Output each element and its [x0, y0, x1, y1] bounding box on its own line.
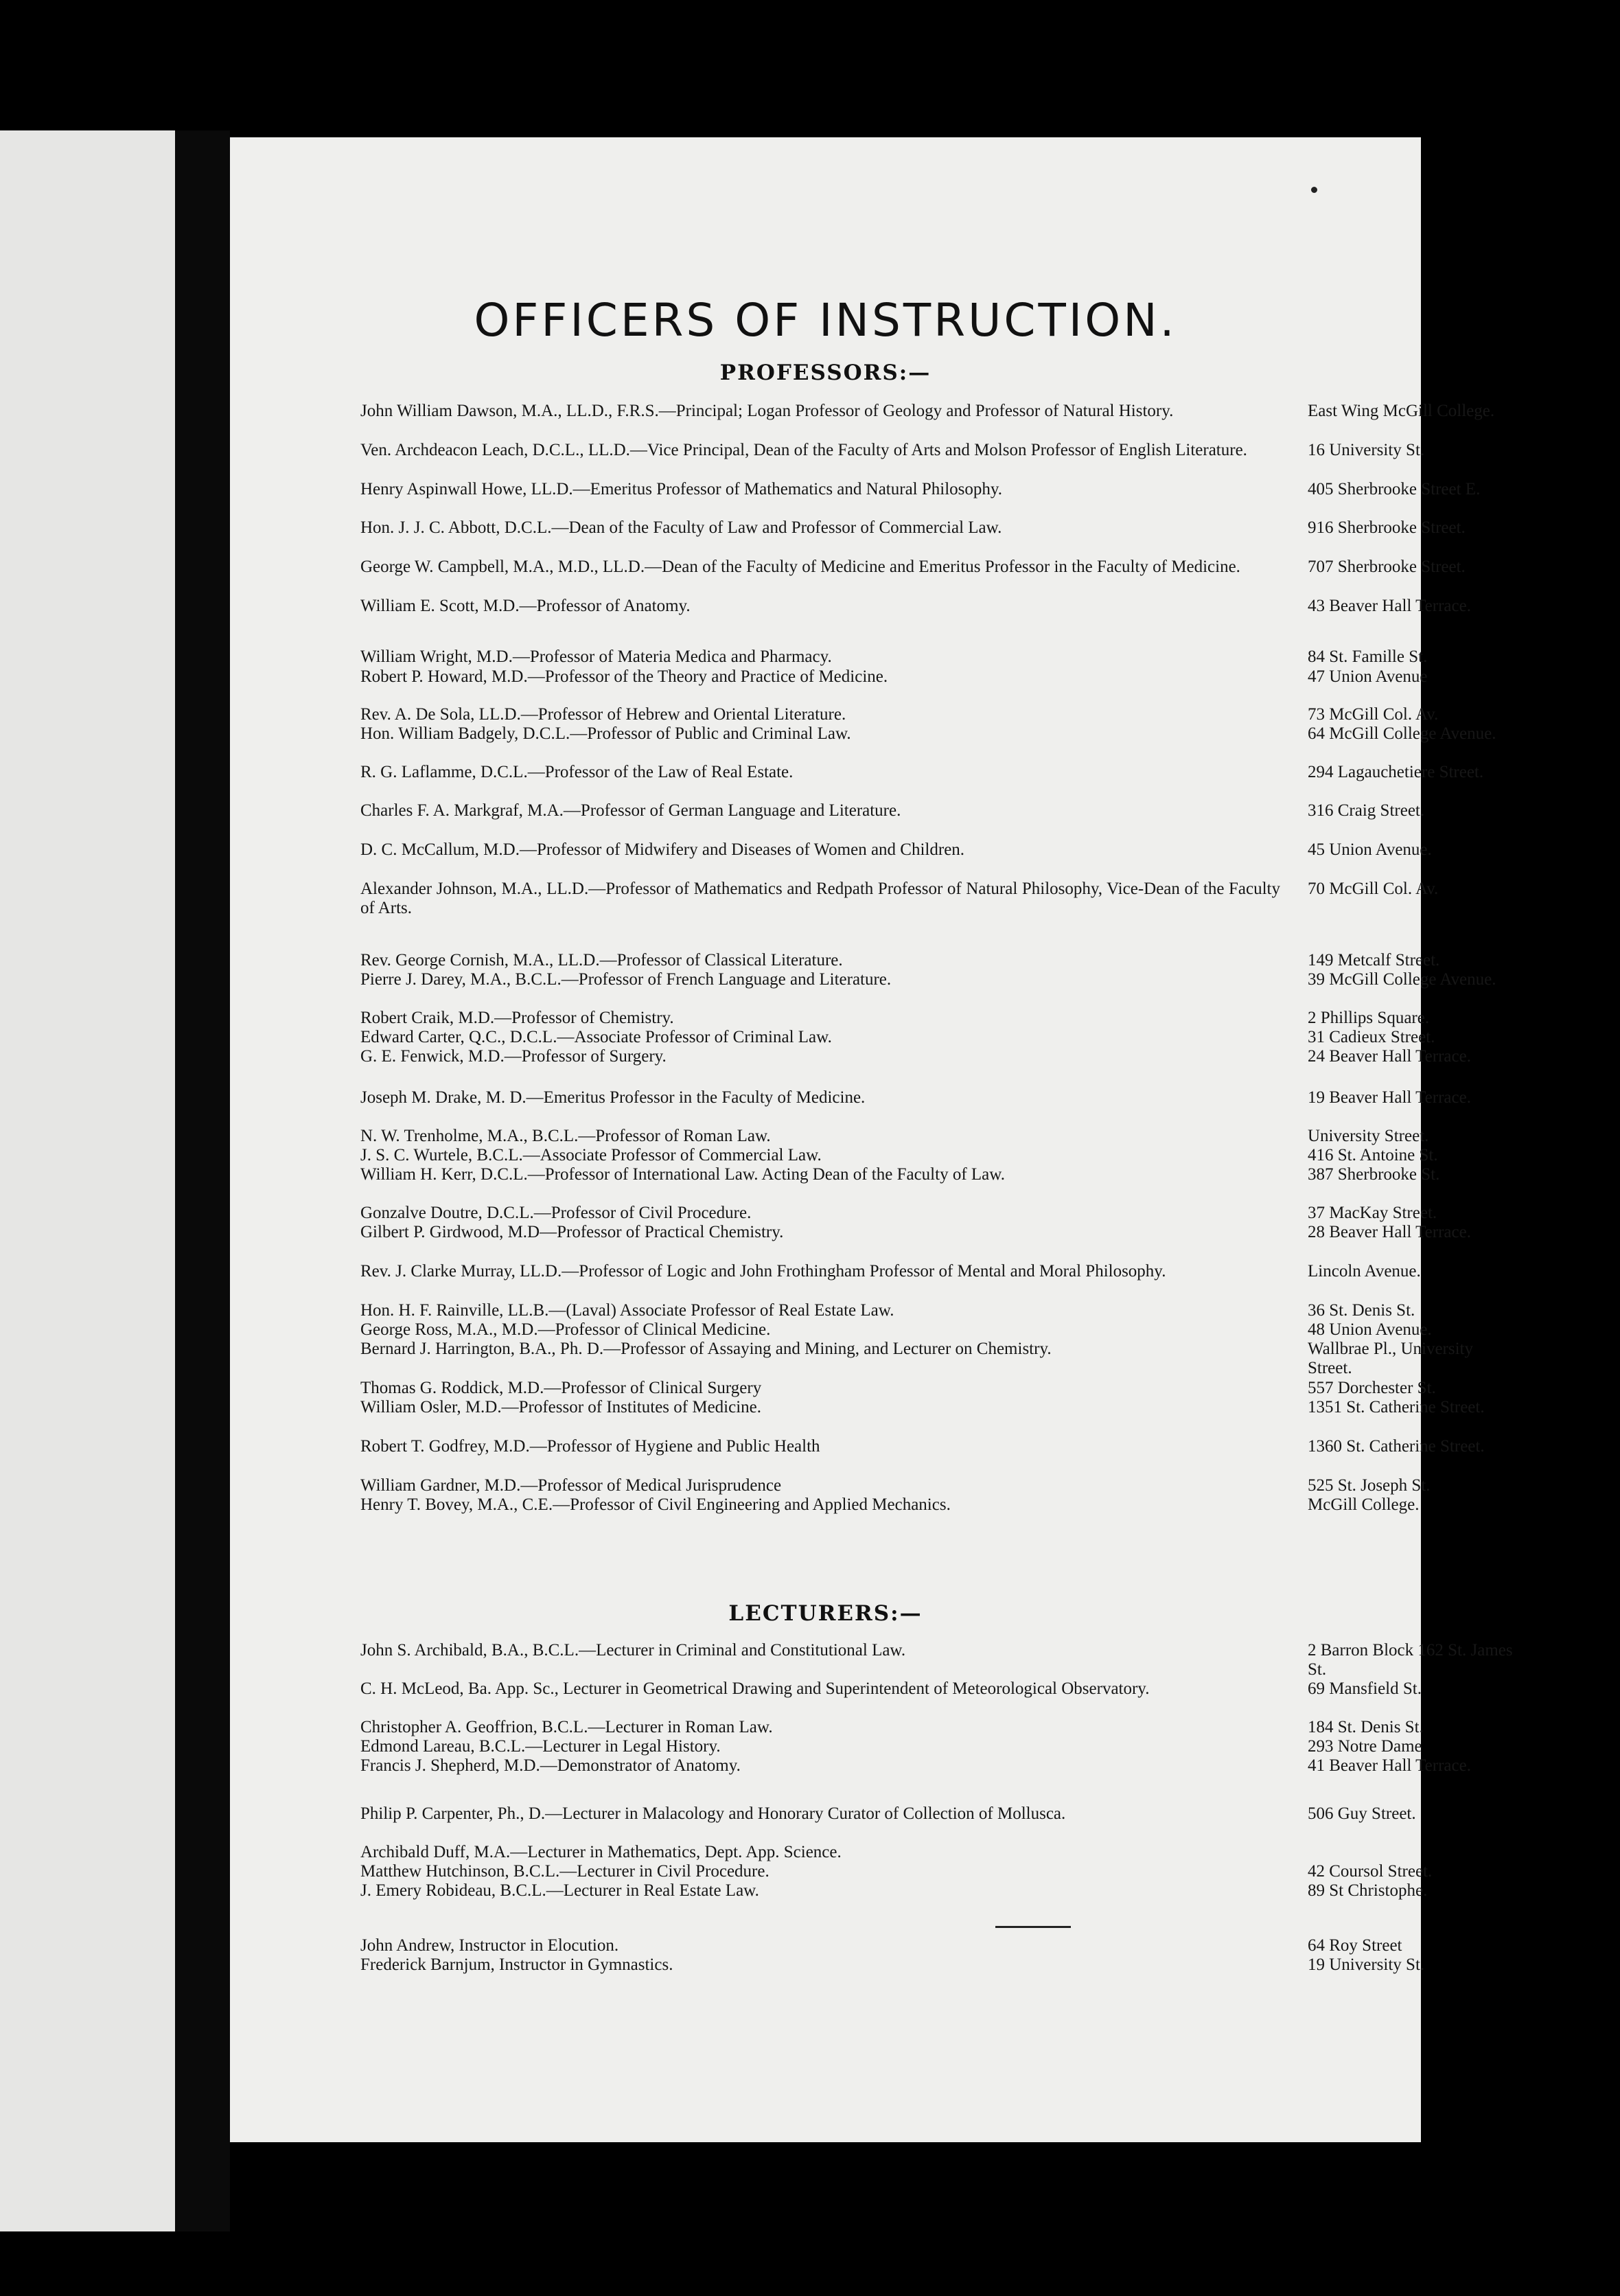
entry-address: 416 St. Antoine St.: [1308, 1146, 1438, 1164]
entry-address: 73 McGill Col. Av.: [1308, 705, 1439, 724]
entry-address: Lincoln Avenue.: [1308, 1262, 1421, 1281]
entry-address: University Street.: [1308, 1127, 1429, 1145]
professors-heading: PROFESSORS:—: [719, 360, 931, 385]
entry-address: 64 McGill College Avenue.: [1308, 724, 1496, 743]
entry-address: 70 McGill Col. Av.: [1308, 880, 1439, 898]
entry-text: Francis J. Shepherd, M.D.—Demonstrator of Anatomy.: [360, 1756, 741, 1775]
facing-page: [0, 130, 175, 2231]
entry-text: N. W. Trenholme, M.A., B.C.L.—Professor of Roman Law.: [360, 1127, 771, 1145]
entry-address: 506 Guy Street.: [1308, 1804, 1416, 1823]
entry-text: Christopher A. Geoffrion, B.C.L.—Lecturer in Roman Law.: [360, 1718, 773, 1736]
entry-text: Henry Aspinwall Howe, LL.D.—Emeritus Professor of Mathematics and Natural Philosophy.: [360, 480, 1003, 498]
entry-address: 16 University St.: [1308, 441, 1425, 459]
document-page: [230, 137, 1513, 2142]
entry-text: William Gardner, M.D.—Professor of Medical Jurisprudence: [360, 1476, 782, 1495]
entry-text: Gilbert P. Girdwood, M.D—Professor of Practical Chemistry.: [360, 1223, 784, 1241]
ink-speck: [1311, 187, 1317, 193]
entry-address: McGill College.: [1308, 1495, 1420, 1514]
entry-text: Pierre J. Darey, M.A., B.C.L.—Professor of French Language and Literature.: [360, 970, 892, 989]
entry-text: Henry T. Bovey, M.A., C.E.—Professor of Civil Engineering and Applied Mechanics.: [360, 1495, 951, 1514]
entry-address: 2 Phillips Square.: [1308, 1009, 1430, 1027]
entry-text: Hon. J. J. C. Abbott, D.C.L.—Dean of the Faculty of Law and Professor of Commercial Law.: [360, 518, 1002, 537]
entry-text: R. G. Laflamme, D.C.L.—Professor of the Law of Real Estate.: [360, 763, 794, 781]
section-divider: [995, 1926, 1071, 1928]
entry-text: Hon. H. F. Rainville, LL.B.—(Laval) Associate Professor of Real Estate Law.: [360, 1301, 894, 1320]
entry-text: George W. Campbell, M.A., M.D., LL.D.—Dean of the Faculty of Medicine and Emeritus Professor in the Faculty of Medicine.: [360, 558, 1240, 576]
entry-text: Bernard J. Harrington, B.A., Ph. D.—Professor of Assaying and Mining, and Lecturer on Chemistry.: [360, 1340, 1052, 1358]
entry-text: John William Dawson, M.A., LL.D., F.R.S.—Principal; Logan Professor of Geology and Professor of Natural History.: [360, 402, 1174, 420]
entry-address: 19 Beaver Hall Terrace.: [1308, 1088, 1471, 1107]
entry-text: J. S. C. Wurtele, B.C.L.—Associate Professor of Commercial Law.: [360, 1146, 822, 1164]
page-title: OFFICERS OF INSTRUCTION.: [474, 294, 1177, 347]
entry-address: East Wing McGill College.: [1308, 402, 1495, 420]
entry-address: 48 Union Avenue.: [1308, 1320, 1432, 1339]
entry-address: 387 Sherbrooke St.: [1308, 1165, 1440, 1184]
entry-address: 36 St. Denis St.: [1308, 1301, 1415, 1320]
entry-text: George Ross, M.A., M.D.—Professor of Clinical Medicine.: [360, 1320, 771, 1339]
entry-address: 19 University St.: [1308, 1955, 1425, 1974]
entry-address: 47 Union Avenue: [1308, 667, 1428, 686]
entry-text: Joseph M. Drake, M. D.—Emeritus Professor in the Faculty of Medicine.: [360, 1088, 866, 1107]
entry-address: 1360 St. Catherine Street.: [1308, 1437, 1485, 1456]
entry-text: Robert Craik, M.D.—Professor of Chemistry.: [360, 1009, 674, 1027]
entry-address: 184 St. Denis St.: [1308, 1718, 1424, 1736]
entry-address: 293 Notre Dame: [1308, 1737, 1422, 1756]
entry-text: William H. Kerr, D.C.L.—Professor of International Law. Acting Dean of the Faculty of Law.: [360, 1165, 1005, 1184]
entry-address: 43 Beaver Hall Terrace.: [1308, 597, 1471, 615]
entry-text: C. H. McLeod, Ba. App. Sc., Lecturer in Geometrical Drawing and Superintendent of Meteorological Observatory.: [360, 1679, 1150, 1698]
entry-address: 24 Beaver Hall Terrace.: [1308, 1047, 1471, 1066]
entry-address: 69 Mansfield St.: [1308, 1679, 1422, 1698]
entry-address: 84 St. Famille St.: [1308, 647, 1428, 666]
entry-text: William Osler, M.D.—Professor of Institutes of Medicine.: [360, 1398, 762, 1416]
entry-address: 28 Beaver Hall Terrace.: [1308, 1223, 1471, 1241]
entry-text: Gonzalve Doutre, D.C.L.—Professor of Civil Procedure.: [360, 1204, 752, 1222]
entry-address: 316 Craig Street.: [1308, 801, 1425, 820]
entry-text: John S. Archibald, B.A., B.C.L.—Lecturer in Criminal and Constitutional Law.: [360, 1641, 906, 1660]
entry-address: 89 St Christophe.: [1308, 1881, 1428, 1900]
entry-address: 41 Beaver Hall Terrace.: [1308, 1756, 1471, 1775]
entry-address: 294 Lagauchetiere Street.: [1308, 763, 1484, 781]
entry-text: William Wright, M.D.—Professor of Materia Medica and Pharmacy.: [360, 647, 832, 666]
lecturers-heading: LECTURERS:—: [728, 1601, 923, 1626]
entry-text: Edward Carter, Q.C., D.C.L.—Associate Professor of Criminal Law.: [360, 1028, 832, 1046]
entry-text: Rev. George Cornish, M.A., LL.D.—Professor of Classical Literature.: [360, 951, 843, 969]
entry-text: Robert T. Godfrey, M.D.—Professor of Hygiene and Public Health: [360, 1437, 820, 1456]
entry-address: 149 Metcalf Street.: [1308, 951, 1440, 969]
entry-address: 2 Barron Block 162 St. James St.: [1308, 1641, 1513, 1679]
entry-text: D. C. McCallum, M.D.—Professor of Midwifery and Diseases of Women and Children.: [360, 840, 965, 859]
entry-text: Ven. Archdeacon Leach, D.C.L., LL.D.—Vice Principal, Dean of the Faculty of Arts and Molson Professor of English Literature.: [360, 441, 1247, 459]
entry-address: 405 Sherbrooke Street E.: [1308, 480, 1481, 498]
entry-text: J. Emery Robideau, B.C.L.—Lecturer in Real Estate Law.: [360, 1881, 759, 1900]
entry-address: 707 Sherbrooke Street.: [1308, 558, 1466, 576]
entry-address: 64 Roy Street: [1308, 1936, 1402, 1955]
entry-address: 31 Cadieux Street.: [1308, 1028, 1435, 1046]
entry-address: 39 McGill College Avenue.: [1308, 970, 1496, 989]
entry-address: 916 Sherbrooke Street.: [1308, 518, 1466, 537]
entry-text: Thomas G. Roddick, M.D.—Professor of Clinical Surgery: [360, 1379, 762, 1397]
entry-text: Archibald Duff, M.A.—Lecturer in Mathematics, Dept. App. Science.: [360, 1843, 842, 1861]
entry-text: Rev. A. De Sola, LL.D.—Professor of Hebrew and Oriental Literature.: [360, 705, 846, 724]
entry-text: Charles F. A. Markgraf, M.A.—Professor of German Language and Literature.: [360, 801, 901, 820]
entry-text: Robert P. Howard, M.D.—Professor of the Theory and Practice of Medicine.: [360, 667, 888, 686]
entry-address: 42 Coursol Street.: [1308, 1862, 1433, 1881]
entry-text: Edmond Lareau, B.C.L.—Lecturer in Legal History.: [360, 1737, 721, 1756]
entry-text: Rev. J. Clarke Murray, LL.D.—Professor of Logic and John Frothingham Professor of Mental and Moral Philosophy.: [360, 1262, 1166, 1281]
book-gutter: [175, 130, 230, 2231]
entry-text: Frederick Barnjum, Instructor in Gymnastics.: [360, 1955, 673, 1974]
entry-text: John Andrew, Instructor in Elocution.: [360, 1936, 619, 1955]
entry-text: Hon. William Badgely, D.C.L.—Professor of Public and Criminal Law.: [360, 724, 851, 743]
entry-address: 37 MacKay Street.: [1308, 1204, 1437, 1222]
entry-text: Philip P. Carpenter, Ph., D.—Lecturer in Malacology and Honorary Curator of Collection of Mollusca.: [360, 1804, 1066, 1823]
entry-address: 525 St. Joseph St.: [1308, 1476, 1431, 1495]
entry-address: Wallbrae Pl., University Street.: [1308, 1340, 1473, 1377]
entry-text: G. E. Fenwick, M.D.—Professor of Surgery.: [360, 1047, 667, 1066]
entry-text: Alexander Johnson, M.A., LL.D.—Professor of Mathematics and Redpath Professor of Natural Philosophy, Vice-Dean of the Faculty of Arts.: [360, 880, 1280, 917]
entry-text: Matthew Hutchinson, B.C.L.—Lecturer in Civil Procedure.: [360, 1862, 769, 1881]
entry-address: 45 Union Avenue.: [1308, 840, 1432, 859]
entry-address: 557 Dorchester St.: [1308, 1379, 1436, 1397]
entry-text: William E. Scott, M.D.—Professor of Anatomy.: [360, 597, 691, 615]
entry-address: 1351 St. Catherine Street.: [1308, 1398, 1485, 1416]
